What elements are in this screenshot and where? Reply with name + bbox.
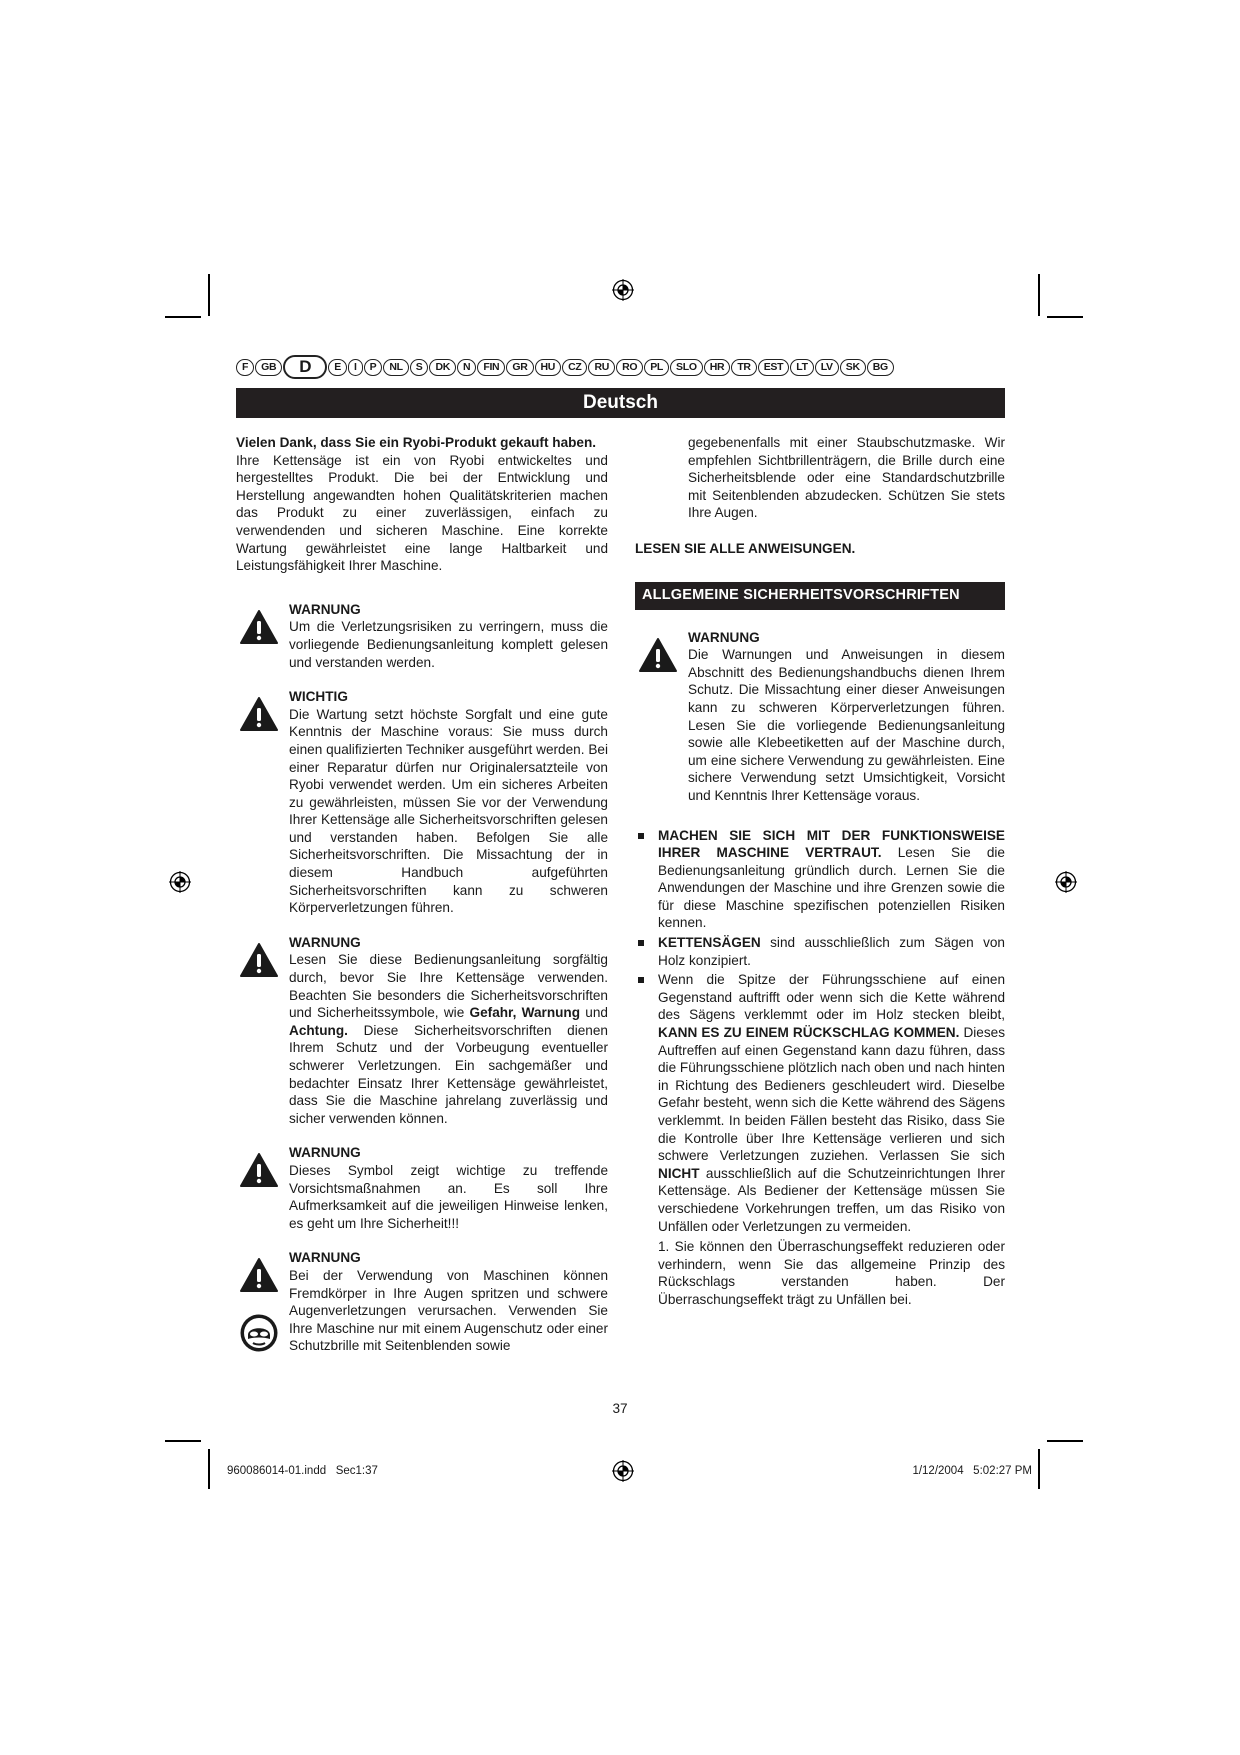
crop-mark [1038,274,1040,316]
list-item-bold: NICHT [658,1165,700,1181]
warning-triangle-icon [239,696,279,732]
list-item [635,934,1005,969]
language-tab-n: N [457,359,476,376]
warning-heading: WARNUNG [289,601,361,617]
language-tab-s: S [410,359,429,376]
language-tab-gr: GR [506,359,533,376]
crop-mark [1047,1440,1083,1442]
warning-heading: WARNUNG [688,629,760,645]
list-item [635,827,1005,933]
language-tab-d: D [283,355,327,379]
language-tab-slo: SLO [670,359,703,376]
warning-text-part: Diese Sicherheitsvorschriften dienen Ihrem Schutz und der Vorbeugung eventueller schwerer Verletzungen. Ein sachgemäßer und bedachter Einsatz Ihrer Kettensäge gewährleistet, dass Sie die Maschine jahrelang zuverlässig und sicher verwenden können. [289,1022,608,1126]
language-tab-hr: HR [704,359,731,376]
warning-block [236,934,608,1128]
warning-text-part: Lesen Sie diese Bedienungsanleitung sorgfältig durch, bevor Sie Ihre Kettensäge verwenden. Beachten Sie besonders die Sicherheitsvorschriften und Sicherheitssymbole, wie [289,952,608,1021]
language-tab-e: E [328,359,347,376]
language-tab-ro: RO [616,359,643,376]
important-heading: WICHTIG [289,689,348,705]
page-number: 37 [612,1401,628,1416]
list-item-bold: KANN ES ZU EINEM RÜCKSCHLAG KOMMEN. [658,1025,960,1041]
list-item [635,971,1005,1308]
page-title: Deutsch [236,388,1005,418]
footer-file-info: 960086014-01.indd Sec1:37 [227,1465,378,1477]
warning-heading: WARNUNG [289,1145,361,1161]
warning-block [236,601,608,671]
footer-timestamp: 1/12/2004 5:02:27 PM [912,1465,1032,1477]
language-tab-gb: GB [255,359,282,376]
warning-triangle-icon [239,1257,279,1293]
continued-text: gegebenenfalls mit einer Staubschutzmaske. Wir empfehlen Sichtbrillenträgern, die Brille durch eine Sicherheitsblende oder eine Standardschutzbrille mit Seitenblenden abzudecken. Schützen Sie stets Ihre Augen. [688,435,1005,521]
language-tab-dk: DK [429,359,456,376]
registration-mark-icon [612,279,634,301]
language-tab-i: I [348,359,363,376]
language-tab-est: EST [758,359,790,376]
language-tab-p: P [364,359,383,376]
warning-text-part: und [580,1005,608,1021]
list-item-part: Dieses Auftreffen auf einen Gegenstand kann dazu führen, dass die Führungsschiene plötzlich nach oben und nach hinten in Richtung des Bedieners geschleudert wird. Dieselbe Gefahr besteht, wenn sich die Kette während des Sägens verklemmt. In beiden Fällen besteht das Risiko, dass Sie die Kontrolle über Ihre Kettensäge verlieren und sich schwere Verletzungen zuziehen. Verlassen Sie sich [658,1025,1005,1164]
registration-mark-icon [612,1460,634,1482]
language-tab-pl: PL [644,359,669,376]
language-tab-bg: BG [867,359,894,376]
crop-mark [208,1449,210,1489]
warning-text-bold: Achtung. [289,1022,348,1038]
section-heading: ALLGEMEINE SICHERHEITSVORSCHRIFTEN [635,582,1005,610]
intro-text: Ihre Kettensäge ist ein von Ryobi entwickeltes und hergestelltes Produkt. Die bei der Entwicklung und Herstellung angewandten hohen Qualitätskriterien machen das Produkt zu einer zuverlässigen, einfach zu verwendenden und sicheren Maschine. Eine korrekte Wartung gewährleistet eine lange Haltbarkeit und Leistungsfähigkeit Ihrer Maschine. [236,452,608,574]
bullet-icon [638,940,644,946]
language-tab-sk: SK [840,359,866,376]
left-column [236,434,608,1355]
warning-block [236,1144,608,1232]
crop-mark [165,1440,201,1442]
list-item-part: Lesen Sie die Bedienungsanleitung gründlich durch. Lernen Sie die Anwendungen der Maschine und ihre Grenzen sowie die für diese Maschine spezifischen potenziellen Risiken kennen. [658,845,1005,931]
language-tab-f: F [236,359,254,376]
list-item-subtext: 1. Sie können den Überraschungseffekt reduzieren oder verhindern, wenn Sie das allgemeine Prinzip des Rückschlags verstanden haben. Der Überraschungseffekt trägt zu Unfällen bei. [658,1239,1005,1307]
language-tab-lt: LT [790,359,813,376]
warning-triangle-icon [239,609,279,645]
warning-heading: WARNUNG [289,1250,361,1266]
list-item-bold: KETTENSÄGEN [658,935,761,951]
warning-text: Die Warnungen und Anweisungen in diesem Abschnitt des Bedienungshandbuchs dienen Ihrem Schutz. Die Missachtung einer dieser Anweisungen kann zu schweren Körperverletzungen führen. Lesen Sie die vorliegende Bedienungsanleitung sowie alle Klebeetiketten auf der Maschine durch, um eine sichere Verwendung zu gewährleisten. Eine sichere Verwendung setzt Umsichtigkeit, Vorsicht und Kenntnis Ihrer Kettensäge voraus. [688,647,1005,803]
list-item-part: sind ausschließlich zum Sägen von Holz konzipiert. [658,935,1005,968]
registration-mark-icon [169,871,191,893]
crop-mark [1047,316,1083,318]
bullet-icon [638,977,644,983]
language-tab-cz: CZ [562,359,587,376]
list-item-text [658,827,1005,933]
read-all-instructions: LESEN SIE ALLE ANWEISUNGEN. [635,540,856,556]
warning-text: Um die Verletzungsrisiken zu verringern, muss die vorliegende Bedienungsanleitung komplett gelesen und verstanden werden. [289,619,608,670]
crop-mark [165,316,201,318]
crop-mark [1038,1449,1040,1489]
language-tab-tr: TR [731,359,756,376]
language-tab-hu: HU [535,359,562,376]
crop-mark [208,274,210,316]
warning-block [635,629,1005,805]
language-tab-nl: NL [383,359,408,376]
warning-triangle-icon [239,1152,279,1188]
warning-text [289,951,608,1127]
warning-text: Dieses Symbol zeigt wichtige zu treffende Vorsichtsmaßnahmen an. Es soll Ihre Aufmerksamkeit auf die jeweiligen Hinweise lenken, es geht um Ihre Sicherheit!!! [289,1162,608,1231]
important-text: Die Wartung setzt höchste Sorgfalt und eine gute Kenntnis der Maschine voraus: Sie muss durch einen qualifizierten Techniker ausgeführt werden. Bei einer Reparatur dürfen nur Originalersatzteile von Ryobi verwendet werden. Um ein sicheres Arbeiten zu gewährleisten, müssen Sie vor der Verwendung Ihrer Kettensäge alle Sicherheitsvorschriften gelesen und verstanden haben. Befolgen Sie alle Sicherheitsvorschriften. Die Missachtung der in diesem Handbuch aufgeführten Sicherheitsvorschriften kann zu schweren Körperverletzungen führen. [289,706,608,916]
language-tab-ru: RU [588,359,615,376]
intro-heading: Vielen Dank, dass Sie ein Ryobi-Produkt gekauft haben. [236,435,597,450]
list-item-text [658,934,1005,969]
bullet-icon [638,833,644,839]
registration-mark-icon [1055,871,1077,893]
list-item-bold: MACHEN SIE SICH MIT DER FUNKTIONSWEISE IHRER MASCHINE VERTRAUT. [658,827,1005,861]
list-item-part: ausschließlich auf die Schutzeinrichtungen Ihrer Kettensäge. Als Bediener der Kettensäge müssen Sie verschiedene Vorkehrungen treffen, um das Risiko von Unfällen oder Verletzungen zu vermeiden. [658,1165,1005,1234]
warning-triangle-icon [239,942,279,978]
eye-protection-icon [239,1313,279,1353]
language-selector [236,355,1006,379]
warning-triangle-icon [638,637,678,673]
warning-text-bold: Gefahr, Warnung [469,1005,581,1021]
list-item-part: Wenn die Spitze der Führungsschiene auf einen Gegenstand auftrifft oder wenn sich die Kette während des Sägens verklemmt oder im Holz stecken bleibt, [658,972,1005,1023]
warning-text: Bei der Verwendung von Maschinen können Fremdkörper in Ihre Augen spritzen und schwere Augenverletzungen verursachen. Verwenden Sie Ihre Maschine nur mit einem Augenschutz oder einer Schutzbrille mit Seitenblenden sowie [289,1267,608,1354]
language-tab-lv: LV [815,359,839,376]
important-block [236,688,608,917]
right-column [635,434,1005,1309]
warning-block [236,1249,608,1355]
language-tab-fin: FIN [477,359,505,376]
list-item-text [658,971,1005,1235]
warning-heading: WARNUNG [289,934,361,950]
